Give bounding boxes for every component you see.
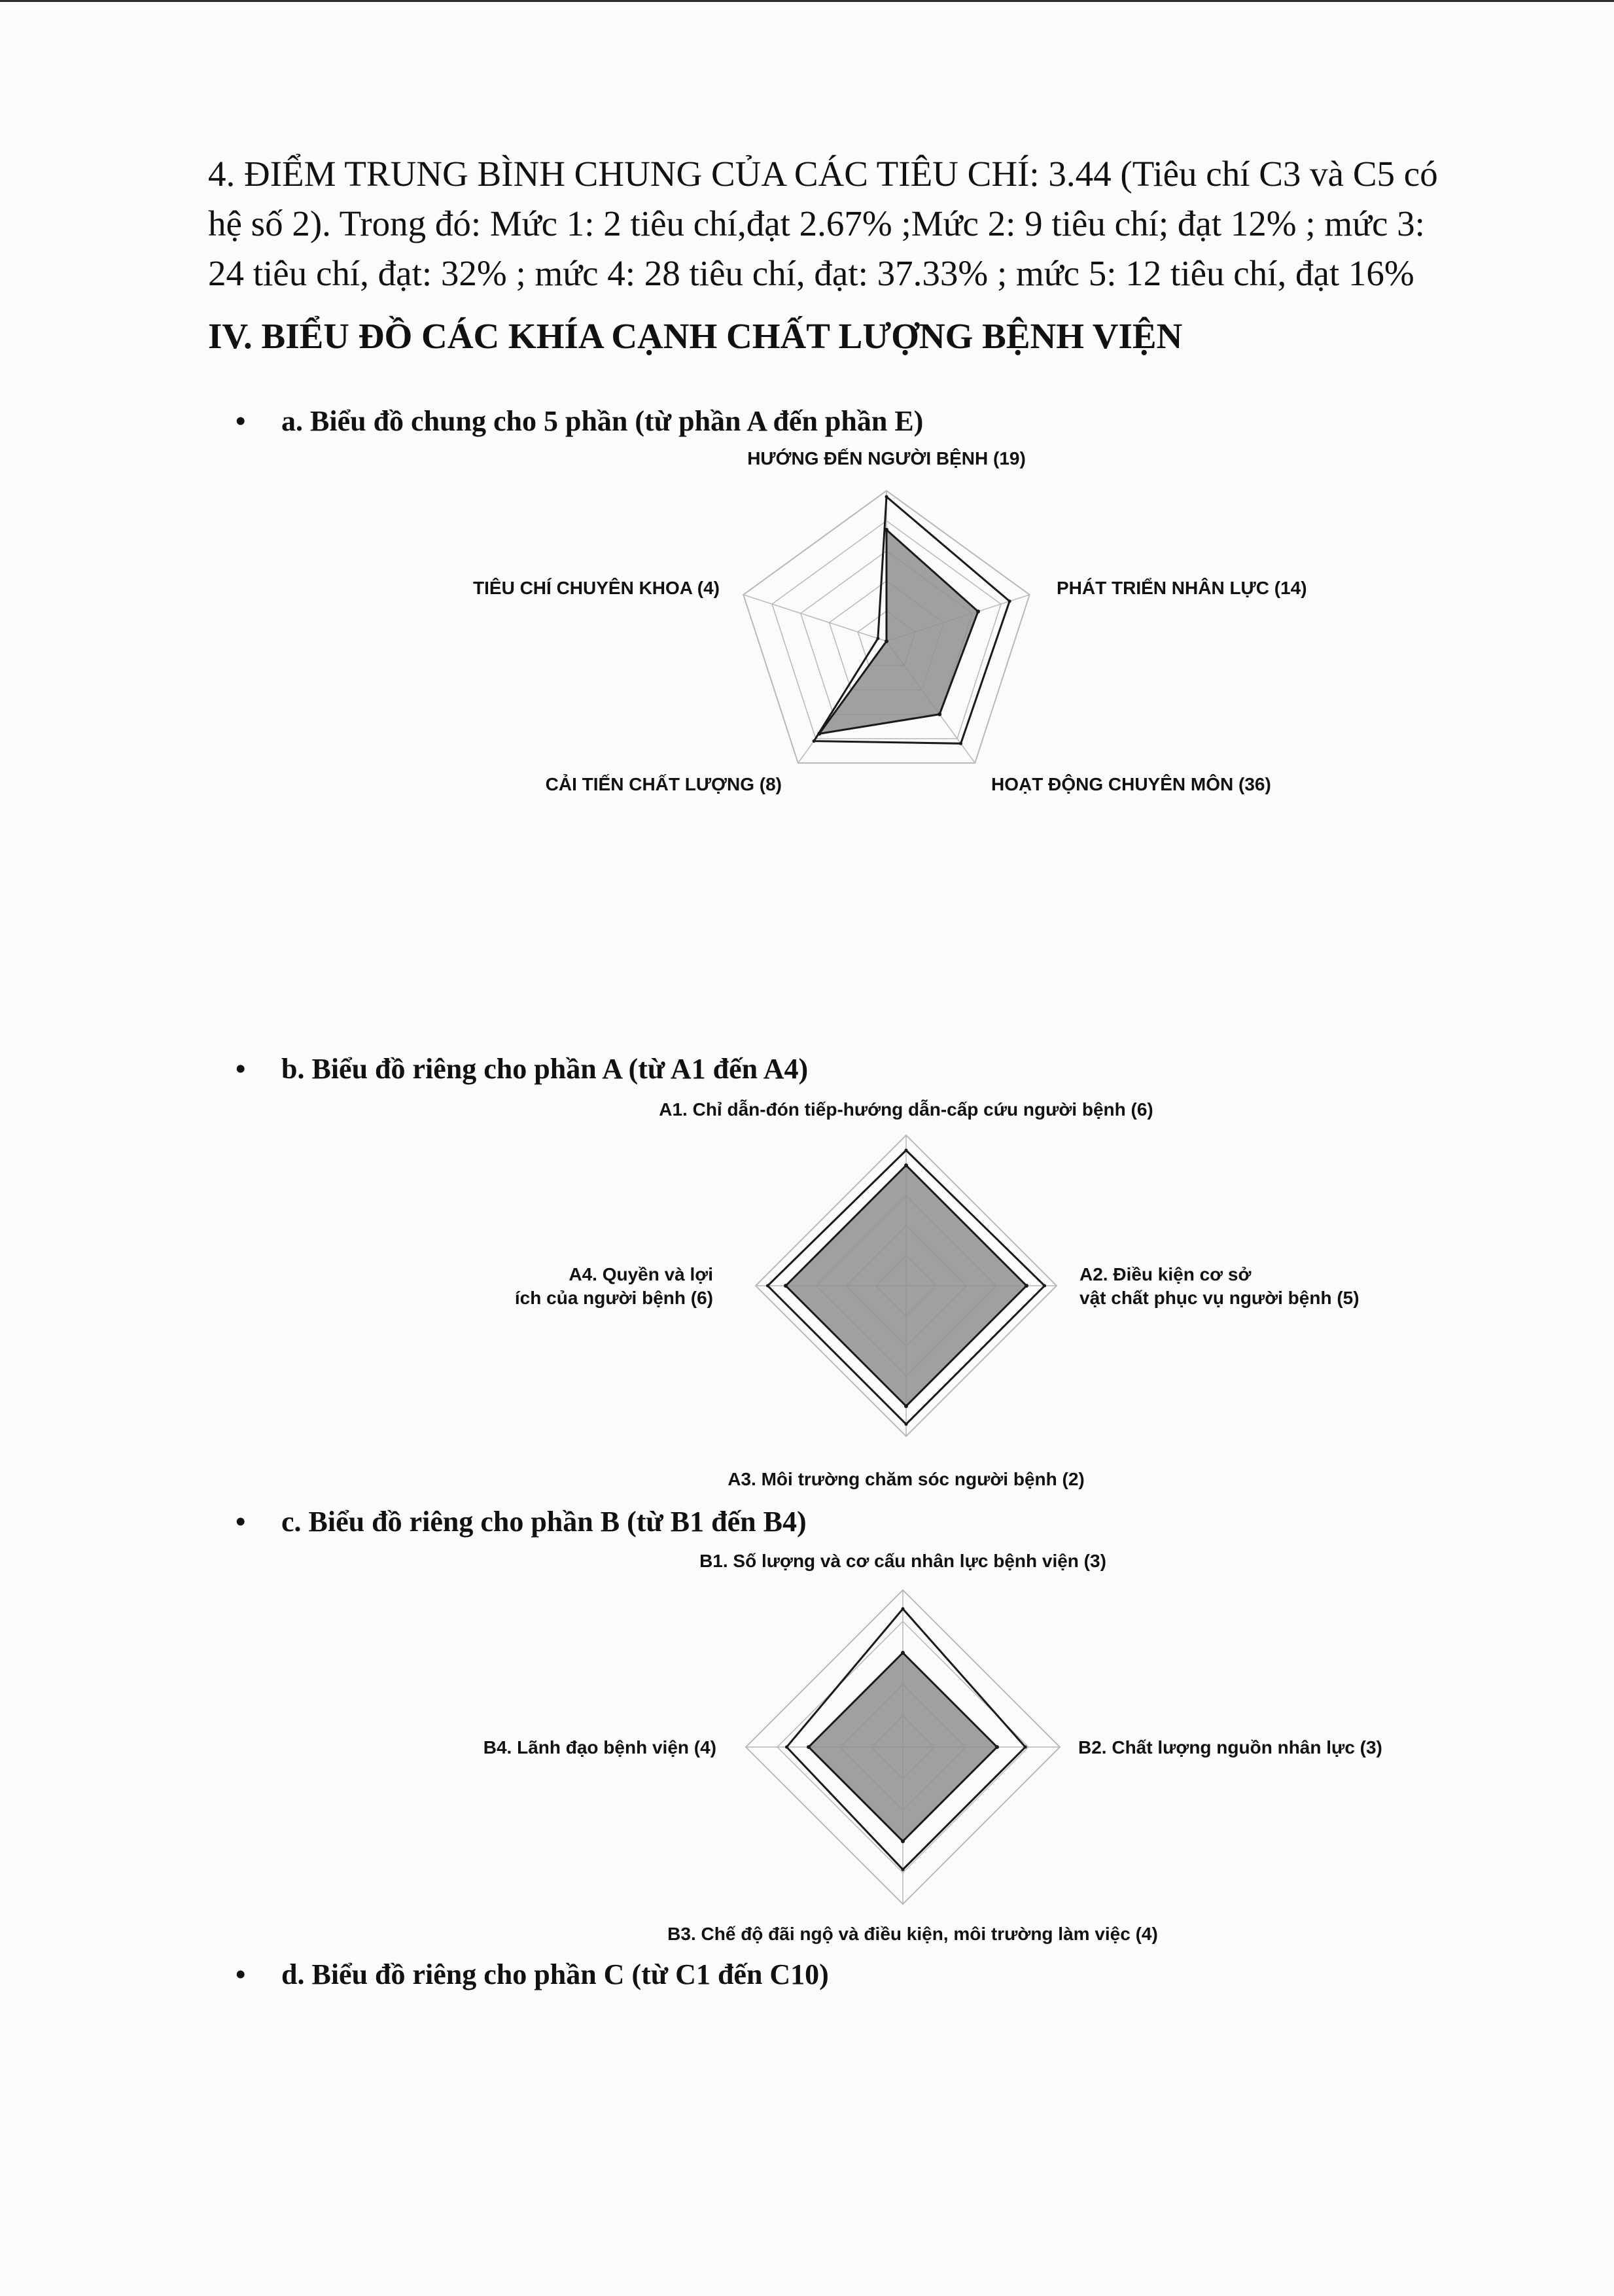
data-point-1-4 — [784, 1284, 788, 1288]
data-point-2-4 — [785, 1746, 788, 1749]
axis-label-4-line-2: ích của người bệnh (6) — [514, 1288, 713, 1308]
data-point-1-4 — [807, 1745, 811, 1749]
scan-edge-line — [0, 0, 1614, 2]
summary-line-3: 24 tiêu chí, đạt: 32% ; mức 4: 28 tiêu chí, đạt: 37.33% ; mức 5: 12 tiêu chí, đạt 16% — [208, 253, 1414, 293]
axis-label-3: HOẠT ĐỘNG CHUYÊN MÔN (36) — [991, 774, 1271, 794]
bullet-c: • — [236, 1506, 246, 1538]
bullet-d: • — [236, 1958, 246, 1990]
series-area-1 — [819, 530, 978, 734]
axis-label-2-line-2: vật chất phục vụ người bệnh (5) — [1079, 1288, 1360, 1308]
data-point-1-1 — [904, 1163, 908, 1167]
data-point-1-3 — [901, 1839, 905, 1843]
axis-label-3: A3. Môi trường chăm sóc người bệnh (2) — [728, 1469, 1085, 1489]
data-point-2-1 — [885, 495, 888, 499]
series-area-1 — [809, 1653, 997, 1841]
axis-label-3: B3. Chế độ đãi ngộ và điều kiện, môi trường làm việc (4) — [667, 1924, 1158, 1944]
summary-line-1: 4. ĐIỂM TRUNG BÌNH CHUNG CỦA CÁC TIÊU CHÍ: 3.44 (Tiêu chí C3 và C5 có — [208, 154, 1438, 194]
axis-label-4: CẢI TIẾN CHẤT LƯỢNG (8) — [545, 774, 782, 794]
axis-label-4: B4. Lãnh đạo bệnh viện (4) — [483, 1737, 716, 1757]
sub-heading-b — [236, 1052, 808, 1086]
bullet-a: • — [236, 405, 246, 437]
data-point-1-2 — [995, 1745, 999, 1749]
axis-spoke-5 — [743, 595, 886, 641]
section-heading: IV. BIỂU ĐỒ CÁC KHÍA CẠNH CHẤT LƯỢNG BỆNH VIỆN — [208, 316, 1183, 356]
axis-label-4-line-1: A4. Quyền và lợi — [569, 1264, 713, 1284]
data-point-2-1 — [902, 1607, 905, 1610]
radar-chart-part-a — [0, 1089, 1614, 1495]
axis-label-1: B1. Số lượng và cơ cấu nhân lực bệnh viện (3) — [699, 1551, 1106, 1571]
data-point-1-2 — [1025, 1284, 1028, 1288]
summary-line-2: hệ số 2). Trong đó: Mức 1: 2 tiêu chí,đạt 2.67% ;Mức 2: 9 tiêu chí; đạt 12% ; mức 3: — [208, 203, 1425, 243]
data-point-2-1 — [905, 1149, 908, 1152]
axis-label-1: HƯỚNG ĐẾN NGƯỜI BỆNH (19) — [747, 448, 1026, 468]
sub-heading-d — [236, 1958, 829, 1991]
data-point-2-4 — [766, 1284, 769, 1288]
data-point-1-1 — [901, 1651, 905, 1655]
data-point-2-2 — [1024, 1746, 1027, 1749]
sub-heading-a-text: a. Biểu đồ chung cho 5 phần (từ phần A đến phần E) — [281, 405, 924, 437]
data-point-1-3 — [938, 713, 941, 716]
data-point-2-5 — [876, 637, 879, 640]
data-point-2-2 — [1008, 599, 1011, 603]
axis-label-2-line-1: A2. Điều kiện cơ sở — [1079, 1264, 1252, 1284]
data-point-1-5 — [885, 639, 888, 643]
data-point-2-3 — [905, 1422, 908, 1426]
data-point-1-2 — [976, 610, 980, 614]
bullet-b: • — [236, 1053, 246, 1085]
data-point-2-3 — [959, 742, 962, 745]
radar-chart-overall — [0, 445, 1614, 851]
summary-paragraph — [208, 149, 1490, 298]
sub-heading-c-text: c. Biểu đồ riêng cho phần B (từ B1 đến B4) — [281, 1506, 807, 1538]
data-point-1-3 — [904, 1404, 908, 1408]
sub-heading-c — [236, 1505, 807, 1538]
sub-heading-d-text: d. Biểu đồ riêng cho phần C (từ C1 đến C10) — [281, 1958, 829, 1990]
data-point-2-3 — [902, 1868, 905, 1871]
axis-label-2: B2. Chất lượng nguồn nhân lực (3) — [1078, 1737, 1382, 1757]
axis-label-2: PHÁT TRIỂN NHÂN LỰC (14) — [1057, 578, 1307, 598]
radar-chart-part-b — [0, 1544, 1614, 1950]
data-point-2-2 — [1043, 1284, 1046, 1288]
sub-heading-a — [236, 404, 923, 438]
axis-label-2 — [1079, 1264, 1360, 1308]
data-point-2-4 — [813, 739, 816, 743]
axis-label-4 — [515, 1264, 713, 1308]
sub-heading-b-text: b. Biểu đồ riêng cho phần A (từ A1 đến A4) — [281, 1053, 809, 1085]
series-area-1 — [786, 1165, 1026, 1406]
axis-label-1: A1. Chỉ dẫn-đón tiếp-hướng dẫn-cấp cứu người bệnh (6) — [659, 1099, 1153, 1120]
axis-label-5: TIÊU CHÍ CHUYÊN KHOA (4) — [473, 578, 720, 598]
